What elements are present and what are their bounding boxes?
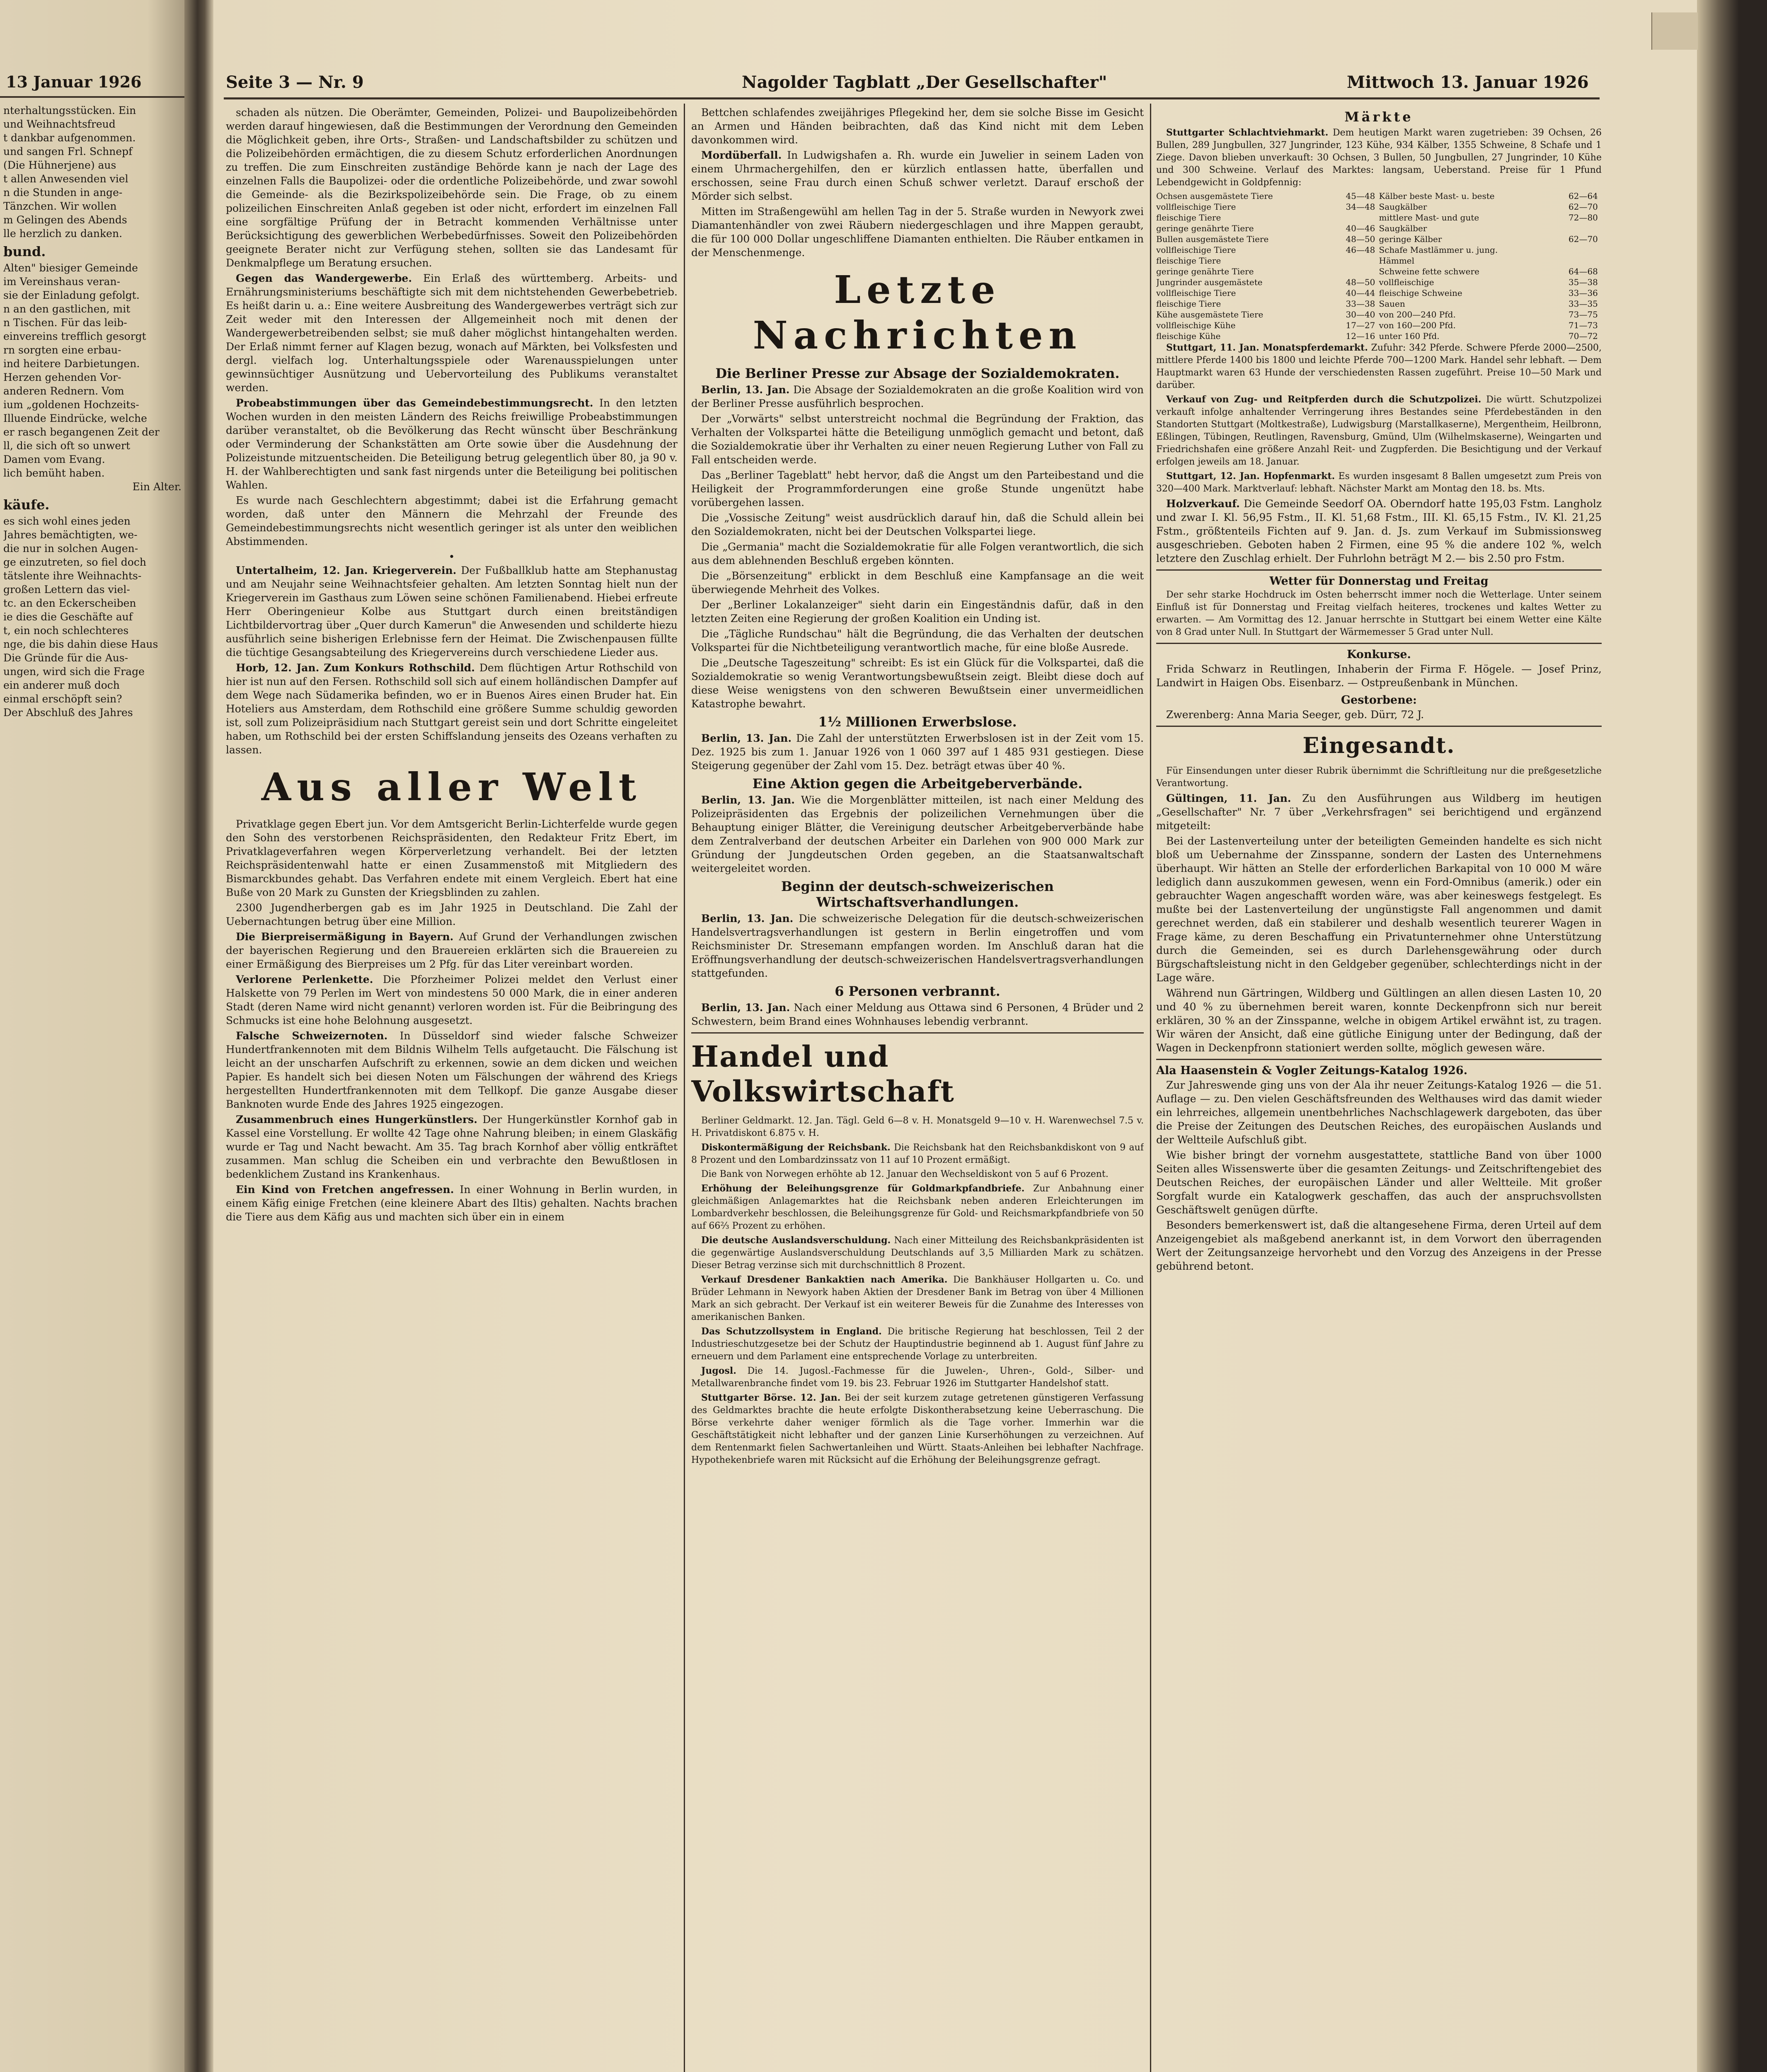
- article-text: Die Zahl der unterstützten Erwerbslosen ist in der Zeit vom 15. Dez. 1925 bis zum 1. Januar 1926 von 1 060 397 auf 1 485 931 gestiegen. Diese Steigerung gegenüber der Zahl vom 15. Dez. beträgt etwas über 40 %.: [691, 732, 1144, 772]
- price-value: 48—50: [1346, 234, 1375, 244]
- prev-line: t dankbar aufgenommen.: [3, 132, 136, 144]
- article-text: Wie bisher bringt der vornehm ausgestattete, stattliche Band von über 1000 Seiten alles Wissenswerte über die gesamten Zeitungs- und Zeitschriftengebiet des Deutschen Reiches, der europäischen Länder und aller Weltteile. Mit großer Sorgfalt wurde ein Katalogwerk geschaffen, das auch der anspruchsvollsten Geschäftswelt genügen dürfte.: [1156, 1149, 1602, 1216]
- prev-line: Tänzchen. Wir wollen: [3, 200, 117, 212]
- prev-line: einmal erschöpft sein?: [3, 693, 122, 705]
- price-value: [1346, 266, 1379, 277]
- article-text: Die „Börsenzeitung" erblickt in dem Beschluß eine Kampfansage an die weit überwiegende Mehrheit des Volkes.: [691, 570, 1144, 595]
- article-lead: Die deutsche Auslandsverschuldung.: [701, 1235, 891, 1246]
- prev-line: Jahres bemächtigten, we-: [3, 529, 138, 541]
- article-text: Die „Germania" macht die Sozialdemokratie für alle Folgen verantwortlich, die sich aus dem ablehnenden Beschluß ergeben könnten.: [691, 541, 1144, 566]
- price-value: 70—72: [1569, 331, 1598, 341]
- prev-page-date: 13 Januar 1926: [6, 73, 142, 91]
- price-value: 35—38: [1569, 277, 1598, 287]
- prev-line: Illuende Eindrücke, welche: [3, 412, 147, 424]
- price-value: 62—64: [1569, 191, 1598, 201]
- article-text: schaden als nützen. Die Oberämter, Gemeinden, Polizei- und Baupolizeibehörden werden darauf hingewiesen, daß die Bestimmungen der Verordnung den Gemeinden die Möglichkeit geben, ihre Orts-, Straßen- und Landschaftsbilder zu schützen und die Polizeibehörden ermächtigen, die zu diesem Schutz erforderlichen Anordnungen zu treffen. Die zum Einschreiten zuständige Behörde kann je nach der Lage des einzelnen Falls die Baupolizei- oder die ordentliche Polizeibehörde, und zwar sowohl die Gemeinde- als die Bezirkspolizeibehörde sein. Die Frage, ob zu einem polizeilichen Einschreiten Anlaß gegeben ist oder nicht, erfordert im einzelnen Fall eine sorgfältige Prüfung der in Betracht kommenden Verhältnisse unter Berücksichtigung des gewerblichen Werbebedürfnisses. Soweit den Polizeibehörden geeignete Berater nicht zur Verfügung stehen, sollten sie das Landesamt für Denkmalpflege um Beratung ersuchen.: [226, 107, 678, 269]
- price-row: [1156, 201, 1602, 212]
- article-text: Dem flüchtigen Artur Rothschild von hier ist nun auf den Fersen. Rothschild soll sich auf einem holländischen Dampfer auf dem Wege nach Südamerika befinden, wo er in Buenos Aires einen Bruder hat. Ein Hoteliers aus Amsterdam, dem Rothschild eine größere Summe schuldig geworden ist, soll zum Polizeipräsidium nach Stuttgart gereist sein und dort Schritte eingeleitet haben, um Rothschild bei der ersten Schiffslandung jenseits des Ozeans verhaften zu lassen.: [226, 662, 678, 756]
- price-value: 17—27: [1346, 320, 1375, 330]
- prev-line: ungen, wird sich die Frage: [3, 666, 145, 678]
- price-label: fleischige Tiere: [1156, 299, 1221, 309]
- price-label: Hämmel: [1379, 256, 1415, 266]
- article-text: Mitten im Straßengewühl am hellen Tag in der 5. Straße wurden in Newyork zwei Diamantenhändler von zwei Räubern niedergeschlagen und ihre Mappen geraubt, die für 100 000 Dollar ungeschliffene Diamanten enthielten. Die Räuber entkamen in der Menschenmenge.: [691, 206, 1144, 259]
- price-row: [1156, 309, 1602, 320]
- subheading: Die Berliner Presse zur Absage der Sozialdemokraten.: [715, 366, 1120, 381]
- markets-heading: Märkte: [1344, 109, 1414, 125]
- price-label: fleischige Schweine: [1379, 288, 1462, 298]
- price-label: Sauen: [1379, 299, 1405, 309]
- article-text: Bei der seit kurzem zutage getretenen günstigeren Verfassung des Geldmarktes brachte die heute erfolgte Diskontherabsetzung keine Ueberraschung. Die Börse verkehrte daher weniger förmlich als die Tage vorher. Immerhin war die Geschäftstätigkeit nicht lebhafter und der ganzen Linie Kurserhöhungen zu verzeichnen. Auf dem Rentenmarkt fielen Sachwertanleihen und Württ. Staats-Anleihen bei lebhafter Nachfrage. Hypothekenbriefe waren mit Rücksicht auf die Erhöhung der Beleihungsgrenze gefragt.: [691, 1393, 1144, 1465]
- article-lead: Holzverkauf.: [1166, 498, 1240, 510]
- konkurse-heading: Konkurse.: [1347, 648, 1411, 661]
- price-value: [1569, 244, 1602, 255]
- section-rule: [1156, 726, 1602, 727]
- price-row: [1156, 288, 1602, 298]
- column-3: [1156, 106, 1602, 2072]
- price-value: 72—80: [1569, 213, 1598, 223]
- price-table: [1156, 191, 1602, 341]
- price-label: fleischige Kühe: [1156, 331, 1221, 341]
- previous-page: [0, 0, 184, 2072]
- article-place: Berlin, 13. Jan.: [701, 384, 790, 396]
- prev-line: t, ein noch schlechteres: [3, 625, 129, 637]
- article-text: Die „Tägliche Rundschau" hält die Begründung, die das Verhalten der deutschen Volkspartei für die Nichtbeteiligung verantwortlich mache, für eine bloße Ausrede.: [691, 628, 1144, 654]
- column-2: [691, 106, 1144, 2072]
- prev-line: rn sorgten eine erbau-: [3, 344, 121, 356]
- prev-line: nge, die bis dahin diese Haus: [3, 638, 158, 650]
- prev-line: ind heitere Darbietungen.: [3, 358, 140, 370]
- prev-page-column: [3, 104, 182, 2072]
- price-value: 33—38: [1346, 299, 1375, 309]
- price-row: [1156, 277, 1602, 288]
- article-text: Frida Schwarz in Reutlingen, Inhaberin der Firma F. Högele. — Josef Prinz, Landwirt in Haigen Obs. Eisenbarz. — Ostpreußenbank in München.: [1156, 663, 1602, 689]
- eingesandt-heading: Eingesandt.: [1302, 733, 1455, 758]
- prev-line: Damen vom Evang.: [3, 453, 105, 465]
- price-label: vollfleischige Tiere: [1156, 288, 1236, 298]
- binding-gutter: [184, 0, 213, 2072]
- article-lead: Verkauf Dresdener Bankaktien nach Amerika.: [701, 1274, 948, 1285]
- prev-line: (Die Hühnerjene) aus: [3, 159, 116, 171]
- article-text: Dem heutigen Markt waren zugetrieben: 39 Ochsen, 26 Bullen, 289 Jungbullen, 327 Jungrinder, 123 Kühe, 934 Kälber, 1355 Schweine, 8 Schafe und 1 Ziege. Davon blieben unverkauft: 30 Ochsen, 3 Bullen, 50 Jungbullen, 27 Jungrinder, 10 Kühe und 300 Schweine. Verlauf des Marktes: langsam, Ueberstand. Preise für 1 Pfund Lebendgewicht in Goldpfennig:: [1156, 128, 1602, 188]
- section-heading-aus-aller-welt: Aus aller Welt: [261, 765, 642, 809]
- article-lead: Jugosl.: [701, 1365, 736, 1376]
- article-place: Gültingen, 11. Jan.: [1166, 792, 1291, 804]
- article-text: Die britische Regierung hat beschlossen, Teil 2 der Industrieschutzgesetze bei der Schutz der Hauptindustrie beginnend ab 1. August fünf Jahre zu erneuern und dem Parlament eine entsprechende Vorlage zu unterbreiten.: [691, 1326, 1144, 1362]
- price-label: mittlere Mast- und gute: [1379, 213, 1479, 223]
- section-rule: [691, 1032, 1144, 1034]
- article-text: Auf Grund der Verhandlungen zwischen der bayerischen Regierung und den Brauereien erklärten sich die Brauereien zu einer Ermäßigung des Bierpreises um 2 Pfg. für das Liter vereinbart worden.: [226, 931, 678, 970]
- article-text: Die württ. Schutzpolizei verkauft infolge anhaltender Verringerung ihres Bestandes seine Pferdebeständen in den Standorten Stuttgart (Moltkestraße), Ludwigsburg (Marstallkaserne), Mergentheim, Heilbronn, Eßlingen, Tübingen, Reutlingen, Ravensburg, Gmünd, Ulm (Wilhelmskaserne), Weingarten und Friedrichshafen eine größere Anzahl Reit- und Zugpferden. Die Besichtigung und der Verkauf erfolgen jeweils am 18. Januar.: [1156, 395, 1602, 467]
- separator-dot: •: [448, 551, 455, 563]
- prev-line: einvereins trefflich gesorgt: [3, 330, 146, 342]
- price-label: Bullen ausgemästete Tiere: [1156, 234, 1269, 244]
- prev-heading: bund.: [3, 244, 46, 259]
- prev-header-rule: [0, 96, 184, 98]
- price-label: Ochsen ausgemästete Tiere: [1156, 191, 1273, 201]
- price-value: [1346, 255, 1379, 266]
- article-lead: Stuttgarter Börse. 12. Jan.: [701, 1392, 841, 1403]
- article-place: Untertalheim, 12. Jan.: [236, 564, 368, 576]
- section-heading-handel: Handel und Volkswirtschaft: [691, 1039, 955, 1109]
- section-rule: [1156, 643, 1602, 644]
- masthead-title: Nagolder Tagblatt „Der Gesellschafter": [742, 73, 1107, 92]
- article-lead: Ein Kind von Fretchen angefressen.: [236, 1184, 454, 1196]
- article-lead: Stuttgart, 12. Jan. Hopfenmarkt.: [1166, 471, 1335, 482]
- prev-line: t allen Anwesenden viel: [3, 173, 128, 185]
- article-text: Die Gemeinde Seedorf OA. Oberndorf hatte 195,03 Fstm. Langholz und zwar I. Kl. 56,95 Fstm., II. Kl. 51,68 Fstm., III. Kl. 65,15 Fstm., IV. Kl. 21,25 Fstm., größtenteils Fichten auf 9. Jan. d. Js. zum Verkauf im Submissionsweg ausgeschrieben. Geboten haben 2 Firmen, eine 95 % die andere 102 %, welch letztere den Zuschlag erhielt. Der Fuhrlohn beträgt M 2.— bis 2.50 pro Fstm.: [1156, 498, 1602, 564]
- article-lead: Zum Konkurs Rothschild.: [324, 662, 475, 674]
- price-label: geringe genährte Tiere: [1156, 223, 1254, 233]
- price-label: vollfleischige Kühe: [1156, 320, 1236, 330]
- page-number: Seite 3 — Nr. 9: [226, 73, 364, 92]
- article-lead: Verkauf von Zug- und Reitpferden durch die Schutzpolizei.: [1166, 394, 1481, 405]
- article-text: Zu den Ausführungen aus Wildberg im heutigen „Gesellschafter" Nr. 7 über „Verkehrsfragen" sei berichtigend und ergänzend mitgeteilt:: [1156, 792, 1602, 832]
- prev-line: m Gelingen des Abends: [3, 214, 127, 226]
- article-text: Privatklage gegen Ebert jun. Vor dem Amtsgericht Berlin-Lichterfelde wurde gegen den Sohn des verstorbenen Reichspräsidenten, den Redakteur Fritz Ebert, im Privatklageverfahren wegen Körperverletzung verhandelt. Bei der letzten Reichspräsidentenwahl hatte er einen Zusammenstoß mit Mitgliedern des Bismarckbundes gehabt. Das Verfahren endete mit einem Vergleich. Ebert hat eine Buße von 20 Mark zu Gunsten der Kriegsblinden zu zahlen.: [226, 818, 678, 898]
- article-lead: Diskontermäßigung der Reichsbank.: [701, 1142, 891, 1153]
- article-lead: Zusammenbruch eines Hungerkünstlers.: [236, 1113, 477, 1126]
- price-value: 45—48: [1346, 191, 1375, 201]
- price-value: 73—75: [1569, 310, 1598, 320]
- prev-line: lich bemüht haben.: [3, 467, 105, 479]
- price-value: 12—16: [1346, 331, 1375, 341]
- prev-line: und Weihnachtsfreud: [3, 118, 116, 130]
- price-label: fleischige Tiere: [1156, 256, 1221, 266]
- section-rule: [1156, 569, 1602, 571]
- price-label: fleischige Tiere: [1156, 213, 1221, 223]
- article-text: Die schweizerische Delegation für die deutsch-schweizerischen Handelsvertragsverhandlungen ist gestern in Berlin eingetroffen und vom Reichsminister Dr. Stresemann empfangen worden. Im Anschluß daran hat die Eröffnungsverhandlung der deutsch-schweizerischen Handelsvertragsverhandlungen stattgefunden.: [691, 913, 1144, 979]
- article-text: Der „Vorwärts" selbst unterstreicht nochmal die Begründung der Fraktion, das Verhalten der Volkspartei hätte die Beteiligung unmöglich gemacht und betont, daß die Sozialdemokratie über ihr Verhalten zu einer neuen Regierung Luther von Fall zu Fall entscheiden werde.: [691, 413, 1144, 466]
- prev-line: lle herzlich zu danken.: [3, 228, 123, 240]
- article-text: Die Absage der Sozialdemokraten an die große Koalition wird von der Berliner Presse ausführlich besprochen.: [691, 384, 1144, 409]
- price-row: [1156, 234, 1602, 244]
- disclaimer: Für Einsendungen unter dieser Rubrik übernimmt die Schriftleitung nur die preßgesetzliche Verantwortung.: [1156, 766, 1602, 789]
- subheading: Eine Aktion gegen die Arbeitgeberverbände.: [752, 776, 1083, 792]
- article-place: Berlin, 13. Jan.: [701, 794, 795, 806]
- price-value: 71—73: [1569, 320, 1598, 330]
- prev-line: er rasch begangenen Zeit der: [3, 426, 160, 438]
- price-value: 40—46: [1346, 223, 1375, 233]
- article-lead: Kriegerverein.: [372, 564, 457, 576]
- price-value: 46—48: [1346, 245, 1375, 255]
- price-label: vollfleischige: [1379, 277, 1434, 287]
- price-value: 30—40: [1346, 310, 1375, 320]
- prev-line: n die Stunden in ange-: [3, 186, 123, 198]
- prev-line: n Tischen. Für das leib-: [3, 317, 127, 329]
- column-rule: [684, 104, 685, 2072]
- article-text: Ein Erlaß des württemberg. Arbeits- und Ernährungsministeriums beschäftigte sich mit dem nichtstehenden Gewerbebetrieb. Es heißt darin u. a.: Eine weitere Ausbreitung des Wandergewerbes verträgt sich zur Zeit weder mit den Interessen der Allgemeinheit noch mit denen der Wandergewerbetreibenden selbst; sie muß daher möglichst hintangehalten werden. Der Erlaß nimmt ferner auf Klagen bezug, wonach auf Märkten, bei Volksfesten und dergl. vielfach log. Unterhaltungsspiele oder Warenausspielungen unter gewinnsüchtiger Ausnützung und Uebervorteilung des Publikums veranstaltet werden.: [226, 272, 678, 394]
- article-text: Die Reichsbank hat den Reichsbankdiskont von 9 auf 8 Prozent und den Lombardzinssatz von 11 auf 10 Prozent ermäßigt.: [691, 1143, 1144, 1165]
- price-label: vollfleischige Tiere: [1156, 202, 1236, 212]
- subheading: 6 Personen verbrannt.: [835, 983, 1000, 999]
- article-lead: Stuttgart, 11. Jan. Monatspferdemarkt.: [1166, 342, 1368, 353]
- prev-line: anderen Rednern. Vom: [3, 385, 124, 397]
- article-lead: Die Bierpreisermäßigung in Bayern.: [236, 931, 454, 943]
- article-text: Der „Berliner Lokalanzeiger" sieht darin ein Eingeständnis dafür, daß in den letzten Zeiten eine Regierung der großen Koalition ein Unding ist.: [691, 599, 1144, 625]
- price-label: von 160—200 Pfd.: [1379, 320, 1456, 330]
- price-value: 64—68: [1569, 266, 1598, 276]
- prev-line: im Vereinshaus veran-: [3, 276, 121, 288]
- article-text: Die „Deutsche Tageszeitung" schreibt: Es ist ein Glück für die Volkspartei, daß die Sozialdemokratie so wenig Verantwortungsbewußtsein zeigt. Bleibt diese doch auf diese Weise wenigstens von den schweren Bewußtsein einer unvermeidlichen Katastrophe bewahrt.: [691, 657, 1144, 710]
- article-text: Das „Berliner Tageblatt" hebt hervor, daß die Angst um den Parteibestand und die Heiligkeit der Programmforderungen eine große Stunde ungenützt habe vorübergehen lassen.: [691, 469, 1144, 508]
- price-label: Saugkälber: [1379, 223, 1427, 233]
- page-edge: [1697, 0, 1767, 2072]
- prev-line: Herzen gehenden Vor-: [3, 371, 121, 383]
- price-row: [1156, 331, 1602, 341]
- prev-line: Alten" biesiger Gemeinde: [3, 262, 138, 274]
- weather-heading: Wetter für Donnerstag und Freitag: [1269, 575, 1489, 588]
- section-rule: [1156, 1059, 1602, 1060]
- issue-date: Mittwoch 13. Januar 1926: [1347, 73, 1589, 92]
- article-text: Berliner Geldmarkt. 12. Jan. Tägl. Geld 6—8 v. H. Monatsgeld 9—10 v. H. Warenwechsel 7.5 v. H. Privatdiskont 6.875 v. H.: [691, 1116, 1144, 1138]
- price-row: [1156, 212, 1602, 223]
- prev-line: ge einzutreten, so fiel doch: [3, 556, 146, 568]
- price-label: Saugkälber: [1379, 202, 1427, 212]
- subheading: Beginn der deutsch-schweizerischen Wirtschaftsverhandlungen.: [781, 879, 1054, 910]
- prev-line: und sangen Frl. Schnepf: [3, 145, 133, 157]
- binding-tab: [1651, 12, 1698, 50]
- prev-line: Der Abschluß des Jahres: [3, 707, 133, 719]
- article-lead: Gegen das Wandergewerbe.: [236, 272, 412, 284]
- prev-line: die nur in solchen Augen-: [3, 542, 138, 554]
- article-text: Der Hungerkünstler Kornhof gab in Kassel eine Vorstellung. Er wollte 42 Tage ohne Nahrung bleiben; in einem Glaskäfig wurde er Tag und Nacht bewacht. Am 35. Tag brach Kornhof aber völlig entkräftet zusammen. Man schlug die Scheiben ein und verbrachte den Bewußtlosen in bedenklichem Zustand ins Krankenhaus.: [226, 1113, 678, 1180]
- price-value: 40—44: [1346, 288, 1375, 298]
- article-text: Nach einer Mitteilung des Reichsbankpräsidenten ist die gegenwärtige Auslandsverschuldung Deutschlands auf 3,5 Milliarden Mark zu schätzen. Dieser Betrag verzinse sich mit durchschnittlich 8 Prozent.: [691, 1235, 1144, 1271]
- article-place: Berlin, 13. Jan.: [701, 913, 794, 925]
- price-value: 33—36: [1569, 288, 1598, 298]
- prev-line: sie der Einladung gefolgt.: [3, 289, 140, 301]
- article-text: In einer Wohnung in Berlin wurden, in einem Käfig einige Fretchen (eine kleinere Abart des Iltis) gehalten. Nachts brachen die Tiere aus dem Käfig aus und machten sich über ein in einem: [226, 1184, 678, 1223]
- prev-line: es sich wohl eines jeden: [3, 515, 131, 527]
- section-heading-letzte-nachrichten: Letzte Nachrichten: [753, 267, 1082, 358]
- price-label: geringe genährte Tiere: [1156, 266, 1254, 276]
- article-lead: Probeabstimmungen über das Gemeindebestimmungsrecht.: [236, 397, 593, 409]
- article-lead: Mordüberfall.: [701, 149, 782, 161]
- prev-line: ll, die sich oft so unwert: [3, 440, 131, 452]
- article-text: Bei der Lastenverteilung unter der beteiligten Gemeinden handelte es sich nicht bloß um Uebernahme der Zinsspanne, sondern der Lasten des Unternehmens überhaupt. Wir hätten an Stelle der erforderlichen Barkapital von 10 000 M wäre lediglich dann auszukommen gewesen, wenn ein Ford-Omnibus (amerik.) oder ein gebrauchter Wagen angeschafft worden wäre, was aber keineswegs festgelegt. Es mußte bei der Lastenverteilung der ungünstigste Fall angenommen und damit gerechnet werden, daß ein stabilerer und deshalb wesentlich teurerer Wagen in Frage käme, zu deren Beschaffung ein Privatunternehmer ohne Unterstützung durch die Gemeinden, sei es durch Darlehensgewährung oder durch Bürgschaftsleistung nicht in den Geldgeber gegenüber, schlechterdings nicht in der Lage wäre.: [1156, 835, 1602, 984]
- price-row: [1156, 266, 1602, 277]
- prev-line: tätslente ihre Weihnachts-: [3, 570, 142, 582]
- article-text: In den letzten Wochen wurden in den meisten Ländern des Reichs freiwillige Probeabstimmungen darüber veranstaltet, ob die Bevölkerung das Recht wünscht über Beschränkung oder Verminderung der Schankstätten am Orte sowie über die Ausdehnung der Polizeistunde mitzuentscheiden. Die Beteiligung betrug gelegentlich über 80, ja 90 v. H. der Wahlberechtigten und sank fast nirgends unter die Beteiligung bei politischen Wahlen.: [226, 397, 678, 491]
- article-text: Die 14. Jugosl.-Fachmesse für die Juwelen-, Uhren-, Gold-, Silber- und Metallwarenbranche findet vom 19. bis 23. Februar 1926 im Stuttgarter Handelshof statt.: [691, 1366, 1144, 1389]
- article-text: Besonders bemerkenswert ist, daß die altangesehene Firma, deren Urteil auf dem Anzeigengebiet als maßgebend anerkannt ist, in dem Vorwort den überragenden Wert der Zeitungsanzeige hervorhebt und den Vorzug des Anzeigens in der Presse gebührend betont.: [1156, 1219, 1602, 1272]
- article-text: Die Bankhäuser Hollgarten u. Co. und Brüder Lehmann in Newyork haben Aktien der Dresdener Bank im Betrag von über 4 Millionen Mark an sich gebracht. Der Verkauf ist ein weiterer Beweis für die Zunahme des Interesses von amerikanischen Banken.: [691, 1275, 1144, 1322]
- price-value: 62—70: [1569, 234, 1598, 244]
- price-value: [1569, 255, 1602, 266]
- price-value: [1569, 223, 1602, 234]
- article-text: Zur Anbahnung einer gleichmäßigen Anlagemarktes hat die Reichsbank neben anderen Erleichterungen im Lombardverkehr beschlossen, die Beleihungsgrenze für Gold- und Reichsmarkpfandbriefe von 50 auf 66⅔ Prozent zu erhöhen.: [691, 1184, 1144, 1231]
- article-place: Berlin, 13. Jan.: [701, 732, 792, 744]
- article-lead: Erhöhung der Beleihungsgrenze für Goldmarkpfandbriefe.: [701, 1183, 1025, 1194]
- price-label: von 200—240 Pfd.: [1379, 310, 1456, 320]
- article-text: Die Bank von Norwegen erhöhte ab 12. Januar den Wechseldiskont von 5 auf 6 Prozent.: [701, 1169, 1109, 1179]
- article-text: Der Fußballklub hatte am Stephanustag und am Neujahr seine Weihnachtsfeier gehalten. Am letzten Sonntag hielt nun der Kriegerverein im Gasthaus zum Löwen seine schönen Familienabend. Hiebei erfreute Herr Oberingenieur Kolbe aus Stuttgart durch einen breitständigen Lichtbildervortrag über „Quer durch Kamerun" die Anwesenden und schilderte hiezu ausführlich seine bisherigen Erlebnisse fern der Heimat. Die Zwischenpausen füllte die tüchtige Gesangsabteilung des Kriegervereins durch verschiedene Lieder aus.: [226, 564, 678, 658]
- price-label: unter 160 Pfd.: [1379, 331, 1440, 341]
- prev-line: Ein Alter.: [132, 481, 182, 493]
- article-lead: Verlorene Perlenkette.: [236, 973, 373, 985]
- prev-heading: käufe.: [3, 497, 50, 513]
- price-label: Jungrinder ausgemästete: [1156, 277, 1263, 287]
- weather-text: Der sehr starke Hochdruck im Osten beherrscht immer noch die Wetterlage. Unter seinem Einfluß ist für Donnerstag und Freitag vielfach heiteres, trockenes und kaltes Wetter zu erwarten. — Am Vormittag des 12. Januar herrschte in Stuttgart bei einem Wetter eine Kälte von 8 Grad unter Null. In Stuttgart der Wärmemesser 5 Grad unter Null.: [1156, 590, 1602, 637]
- price-label: Schweine fette schwere: [1379, 266, 1479, 276]
- article-text: Es wurden insgesamt 8 Ballen umgesetzt zum Preis von 320—400 Mark. Marktverlauf: lebhaft. Nächster Markt am Montag den 18. bs. Mts.: [1156, 471, 1602, 494]
- gestorbene-heading: Gestorbene:: [1341, 694, 1417, 707]
- article-text: Die „Vossische Zeitung" weist ausdrücklich darauf hin, daß die Schuld allein bei den Sozialdemokraten, nicht bei der Deutschen Volkspartei liege.: [691, 512, 1144, 537]
- prev-line: Die Gründe für die Aus-: [3, 652, 128, 664]
- column-1: [226, 106, 678, 2072]
- article-text: Nach einer Meldung aus Ottawa sind 6 Personen, 4 Brüder und 2 Schwestern, beim Brand eines Wohnhauses lebendig verbrannt.: [691, 1002, 1144, 1027]
- price-label: vollfleischige Tiere: [1156, 245, 1236, 255]
- ad-heading: Ala Haasenstein & Vogler Zeitungs-Katalog 1926.: [1156, 1064, 1468, 1077]
- article-text: In Ludwigshafen a. Rh. wurde ein Juwelier in seinem Laden von einem Uhrmachergehilfen, den er kürzlich entlassen hatte, überfallen und erschossen, seine Frau durch einen Schuß schwer verletzt. Darauf erschoß der Mörder sich selbst.: [691, 149, 1144, 202]
- prev-line: großen Lettern das viel-: [3, 583, 130, 595]
- column-rule: [1150, 104, 1151, 2072]
- article-text: 2300 Jugendherbergen gab es im Jahr 1925 in Deutschland. Die Zahl der Uebernachtungen betrug über eine Million.: [226, 902, 678, 927]
- article-text: Die Pforzheimer Polizei meldet den Verlust einer Halskette von 79 Perlen im Wert von mindestens 50 000 Mark, die in einer anderen Stadt (deren Name wird nicht genannt) verloren worden ist. Für die Beibringung des Schmucks ist eine hohe Belohnung ausgesetzt.: [226, 973, 678, 1026]
- article-lead: Falsche Schweizernoten.: [236, 1030, 388, 1042]
- price-label: Kälber beste Mast- u. beste: [1379, 191, 1495, 201]
- price-label: Kühe ausgemästete Tiere: [1156, 310, 1264, 320]
- article-text: Zur Jahreswende ging uns von der Ala ihr neuer Zeitungs-Katalog 1926 — die 51. Auflage — zu. Den vielen Geschäftsfreunden des Welthauses wird das damit wieder ein lehrreiches, allgemein unentbehrliches Nachschlagewerk dargeboten, das über die Preise der Zeitungen des Deutschen Reiches, des europäischen Auslands und der Weltteile Aufschluß gibt.: [1156, 1079, 1602, 1146]
- price-row: [1156, 191, 1602, 201]
- price-row: [1156, 320, 1602, 331]
- price-label: Schafe Mastlämmer u. jung.: [1379, 245, 1498, 255]
- subheading: 1½ Millionen Erwerbslose.: [818, 714, 1017, 730]
- article-lead: Das Schutzzollsystem in England.: [701, 1326, 882, 1337]
- prev-line: ie dies die Geschäfte auf: [3, 611, 133, 623]
- header-rule: [224, 97, 1600, 99]
- article-text: In Düsseldorf sind wieder falsche Schweizer Hundertfrankennoten mit dem Bildnis Wilhelm Tells aufgetaucht. Die Fälschung ist leicht an der unscharfen Aufschrift zu erkennen, sowie an dem dicken und weichen Papier. Es handelt sich bei diesen Noten um Fälschungen der während des Kriegs hergestellten Hundertfrankennoten mit dem Tellkopf. Die ganze Ausgabe dieser Banknoten wurde Ende des Jahres 1925 eingezogen.: [226, 1030, 678, 1110]
- article-text: Zwerenberg: Anna Maria Seeger, geb. Dürr, 72 J.: [1166, 709, 1424, 721]
- price-row: [1156, 298, 1602, 309]
- article-text: Bettchen schlafendes zweijähriges Pflegekind her, dem sie solche Bisse im Gesicht an Armen und Händen beibrachten, daß das Kind nicht mit dem Leben davonkommen wird.: [691, 107, 1144, 146]
- article-text: Wie die Morgenblätter mitteilen, ist nach einer Meldung des Polizeipräsidenten das Ergebnis der polizeilichen Vernehmungen über die Behauptung einiger Blätter, die Vereinigung deutscher Arbeitgeberverbände habe dem Zentralverband der deutschen Arbeiter ein Darlehen von 900 000 Mark zur Gründung der Jungdeutschen Orden gegeben, an die Staatsanwaltschaft weitergeleitet worden.: [691, 794, 1144, 874]
- article-lead: Stuttgarter Schlachtviehmarkt.: [1166, 127, 1329, 138]
- price-value: 34—48: [1346, 202, 1375, 212]
- article-text: Während nun Gärtringen, Wildberg und Gültlingen an allen diesen Lasten 10, 20 und 40 % zu übernehmen bereit waren, konnte Deckenpfronn sich nur bereit erklären, 30 % an der Zinsspanne, welche in obigem Artikel erwähnt ist, zu tragen. Wir wären der Ansicht, daß eine gütliche Einigung unter der Bedingung, daß der Wagen in Deckenpfronn stationiert werden sollte, möglich gewesen wäre.: [1156, 987, 1602, 1054]
- price-value: 33—35: [1569, 299, 1598, 309]
- prev-line: tc. an den Eckerscheiben: [3, 597, 136, 609]
- price-value: 48—50: [1346, 277, 1375, 287]
- prev-line: ein anderer muß doch: [3, 679, 120, 691]
- prev-line: ium „goldenen Hochzeits-: [3, 399, 139, 411]
- price-value: [1346, 212, 1379, 223]
- price-row: [1156, 255, 1602, 266]
- price-row: [1156, 223, 1602, 234]
- article-text: Es wurde nach Geschlechtern abgestimmt; dabei ist die Erfahrung gemacht worden, daß unter den Männern die Mehrzahl der Freunde des Gemeindebestimmungsrechts nicht wesentlich geringer ist als unter den weiblichen Abstimmenden.: [226, 494, 678, 547]
- price-row: [1156, 244, 1602, 255]
- article-place: Berlin, 13. Jan.: [701, 1002, 790, 1014]
- article-text: Zufuhr: 342 Pferde. Schwere Pferde 2000—2500, mittlere Pferde 1400 bis 1800 und leichte Pferde 700—1200 Mark. Handel sehr lebhaft. — Dem Hauptmarkt waren 63 Hunde der verschiedensten Rassen zugeführt. Preise 10—50 Mark und darüber.: [1156, 343, 1602, 390]
- price-value: 62—70: [1569, 202, 1598, 212]
- price-label: geringe Kälber: [1379, 234, 1442, 244]
- article-place: Horb, 12. Jan.: [236, 662, 320, 674]
- prev-line: n an den gastlichen, mit: [3, 303, 131, 315]
- prev-line: nterhaltungsstücken. Ein: [3, 104, 136, 116]
